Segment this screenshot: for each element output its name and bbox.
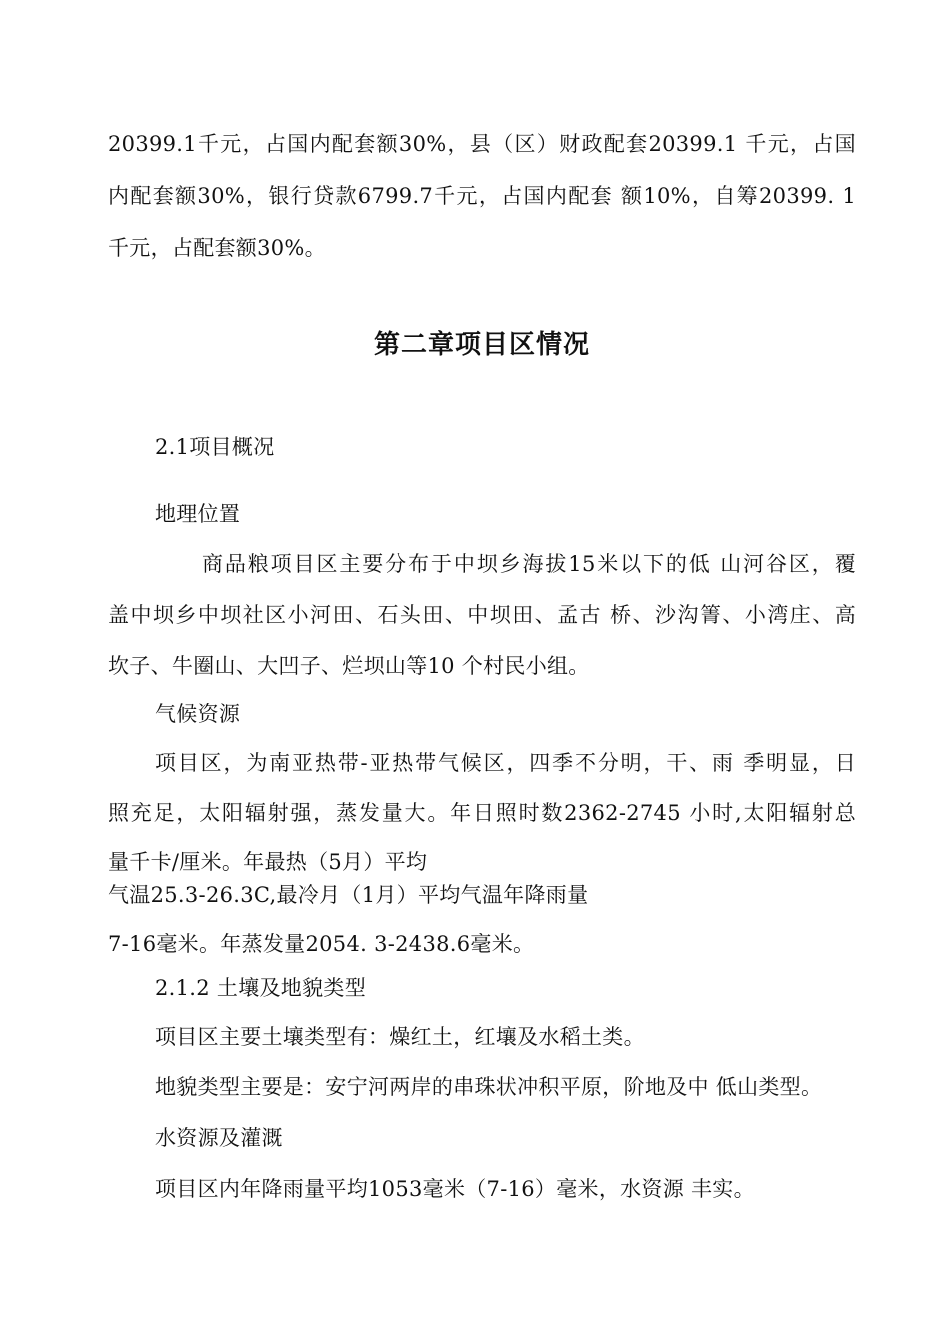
location-line-1: 商品粮项目区主要分布于中坝乡海拔15米以下的低 山河谷区，覆 bbox=[202, 552, 856, 576]
chapter-title: 第二章项目区情况 bbox=[373, 330, 590, 360]
section-heading-2-1: 2.1项目概况 bbox=[155, 435, 275, 459]
location-line-3: 坎子、牛圈山、大凹子、烂坝山等10 个村民小组。 bbox=[108, 654, 590, 678]
subheading-geo-location: 地理位置 bbox=[155, 502, 241, 526]
climate-line-2: 照充足，太阳辐射强，蒸发量大。年日照时数2362-2745 小时,太阳辐射总 bbox=[108, 801, 856, 825]
climate-line-1: 项目区，为南亚热带-亚热带气候区，四季不分明，干、雨 季明显，日 bbox=[155, 751, 856, 775]
climate-line-3: 量千卡/厘米。年最热（5月）平均 bbox=[108, 850, 428, 874]
funding-line-1: 20399.1千元，占国内配套额30%，县（区）财政配套20399.1 千元，占国 bbox=[108, 132, 856, 156]
climate-line-5: 7-16毫米。年蒸发量2054. 3-2438.6毫米。 bbox=[108, 932, 535, 956]
subheading-water-irrigation: 水资源及灌溉 bbox=[155, 1126, 283, 1150]
climate-line-4: 气温25.3-26.3C,最冷月（1月）平均气温年降雨量 bbox=[108, 883, 589, 907]
section-heading-2-1-2: 2.1.2 土壤及地貌类型 bbox=[155, 976, 367, 1000]
location-line-2: 盖中坝乡中坝社区小河田、石头田、中坝田、孟古 桥、沙沟箐、小湾庄、高 bbox=[108, 603, 856, 627]
water-text: 项目区内年降雨量平均1053毫米（7-16）毫米，水资源 丰实。 bbox=[155, 1177, 755, 1201]
funding-line-3: 千元，占配套额30%。 bbox=[108, 236, 326, 260]
subheading-climate-resources: 气候资源 bbox=[155, 702, 241, 726]
funding-line-2: 内配套额30%，银行贷款6799.7千元，占国内配套 额10%，自筹20399. 1 bbox=[108, 184, 856, 208]
landform-text: 地貌类型主要是：安宁河两岸的串珠状冲积平原，阶地及中 低山类型。 bbox=[155, 1075, 823, 1099]
soil-types-text: 项目区主要土壤类型有：燥红土，红壤及水稻土类。 bbox=[155, 1025, 645, 1049]
